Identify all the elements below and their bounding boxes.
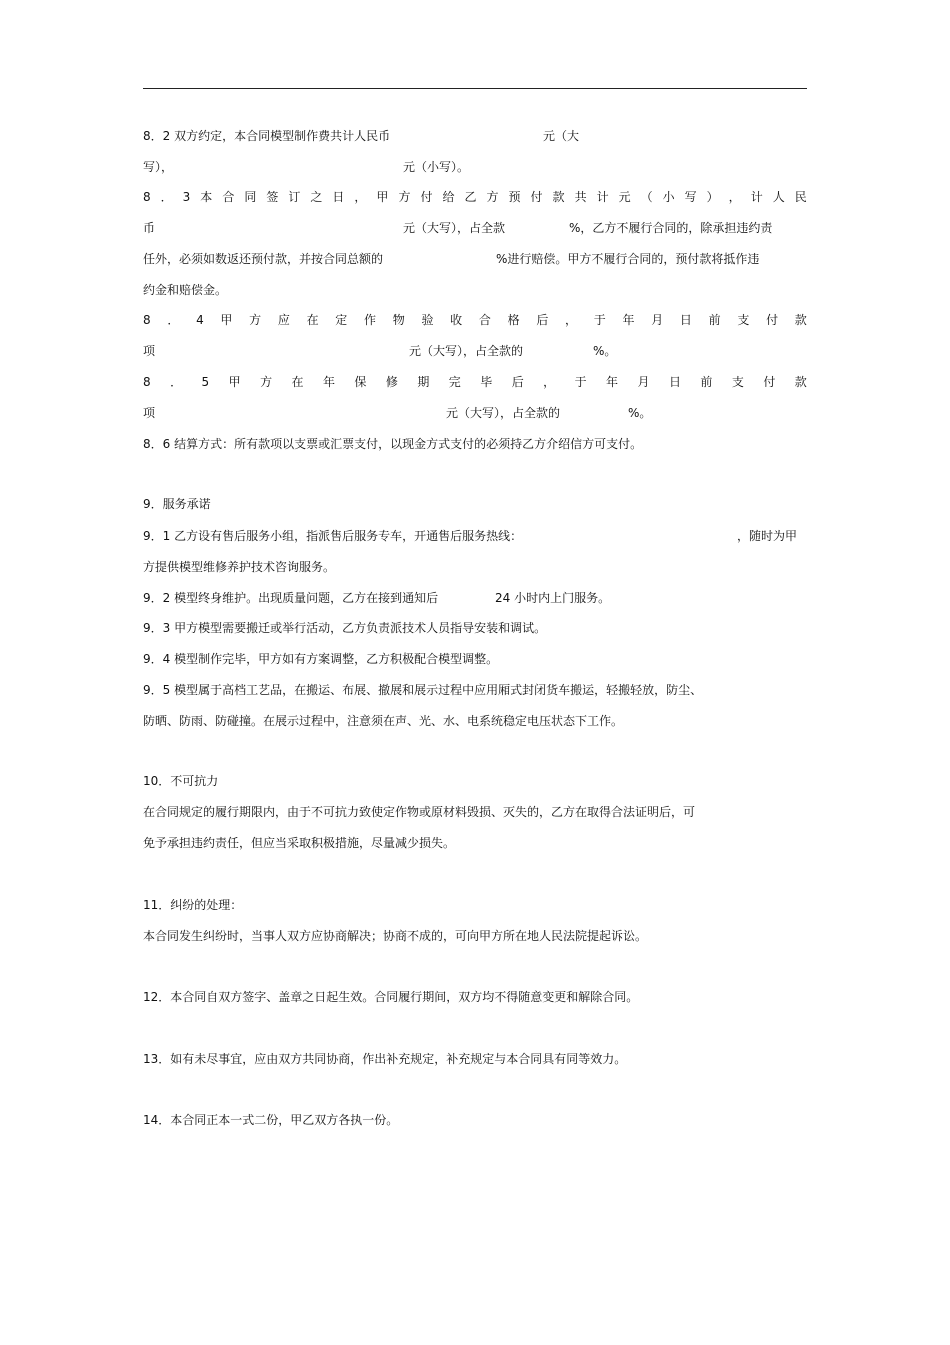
section-12: 12．本合同自双方签字、盖章之日起生效。合同履行期间，双方均不得随意变更和解除合同。 <box>143 990 639 1004</box>
justified-char: ， <box>565 313 578 327</box>
justified-char: 期 <box>417 375 430 389</box>
justified-char: 于 <box>593 313 606 327</box>
clause-8-3-line-1 <box>143 189 807 205</box>
justified-char: 在 <box>291 375 304 389</box>
justified-char: 人 <box>772 190 785 204</box>
justified-char: 之 <box>310 190 323 204</box>
justified-char: 保 <box>354 375 367 389</box>
clause-9-5-line-2: 防晒、防雨、防碰撞。在展示过程中，注意须在声、光、水、电系统稳定电压状态下工作。 <box>143 714 624 728</box>
clause-8-3-compensation: %进行赔偿。甲方不履行合同的，预付款将抵作违 <box>496 252 760 266</box>
justified-char: 后 <box>536 313 549 327</box>
clause-8-2-text: 8．2 双方约定，本合同模型制作费共计人民币 <box>143 129 391 143</box>
justified-char: 款 <box>794 313 807 327</box>
clause-8-5-daxie: 元（大写），占全款的 <box>446 406 561 420</box>
clause-8-5-xiang: 项 <box>143 406 156 420</box>
section-13: 13．如有未尽事宜，应由双方共同协商，作出补充规定，补充规定与本合同具有同等效力。 <box>143 1052 627 1066</box>
section-9-title: 9．服务承诺 <box>143 497 211 511</box>
justified-char: 甲 <box>376 190 389 204</box>
justified-char: 前 <box>708 313 721 327</box>
clause-8-2-xie: 写）， <box>143 160 174 174</box>
justified-char: 付 <box>420 190 433 204</box>
section-10-title: 10．不可抗力 <box>143 774 219 788</box>
justified-char: 款 <box>552 190 565 204</box>
justified-char: 于 <box>574 375 587 389</box>
justified-char: 日 <box>668 375 681 389</box>
justified-char: 写 <box>684 190 697 204</box>
justified-char: 款 <box>794 375 807 389</box>
justified-char: 年 <box>606 375 619 389</box>
justified-char: 格 <box>507 313 520 327</box>
justified-char: 本 <box>200 190 213 204</box>
justified-char: ． <box>167 313 180 327</box>
justified-char: ， <box>728 190 741 204</box>
clause-8-3-bi: 币 <box>143 221 156 235</box>
clause-8-3-daxie: 元（大写），占全款 <box>403 221 506 235</box>
clause-8-3-end: 约金和赔偿金。 <box>143 283 228 297</box>
clause-9-2-tail: 24 小时内上门服务。 <box>495 591 611 605</box>
justified-char: 3 <box>182 190 191 204</box>
justified-char: 完 <box>448 375 461 389</box>
clause-8-5-line-1 <box>143 374 807 390</box>
clause-8-5-percent: %。 <box>628 406 652 420</box>
justified-char: 年 <box>322 375 335 389</box>
justified-char: 元 <box>618 190 631 204</box>
justified-char: 收 <box>450 313 463 327</box>
justified-char: 物 <box>392 313 405 327</box>
justified-char: 方 <box>486 190 499 204</box>
section-14: 14．本合同正本一式二份，甲乙双方各执一份。 <box>143 1113 399 1127</box>
justified-char: 8 <box>143 313 151 327</box>
justified-char: 日 <box>332 190 345 204</box>
justified-char: 订 <box>288 190 301 204</box>
justified-char: 4 <box>196 313 204 327</box>
clause-8-6: 8．6 结算方式：所有款项以支票或汇票支付，以现金方式支付的必须持乙方介绍信方可支付。 <box>143 437 643 451</box>
clause-8-2-unit-xiaoxie: 元（小写）。 <box>403 160 470 174</box>
section-11-title: 11．纠纷的处理： <box>143 898 243 912</box>
justified-char: 甲 <box>220 313 233 327</box>
clause-8-4-daxie: 元（大写），占全款的 <box>409 344 524 358</box>
justified-char: 后 <box>511 375 524 389</box>
justified-char: 付 <box>766 313 779 327</box>
justified-char: 前 <box>700 375 713 389</box>
section-11-line-1: 本合同发生纠纷时，当事人双方应协商解决；协商不成的，可向甲方所在地人民法院提起诉讼。 <box>143 929 648 943</box>
justified-char: 共 <box>574 190 587 204</box>
justified-char: 定 <box>335 313 348 327</box>
justified-char: 甲 <box>228 375 241 389</box>
justified-char: 验 <box>421 313 434 327</box>
justified-char: 8 <box>143 190 151 204</box>
justified-char: 方 <box>398 190 411 204</box>
justified-char: 乙 <box>464 190 477 204</box>
section-10-line-1: 在合同规定的履行期限内，由于不可抗力致使定作物或原材料毁损、灭失的，乙方在取得合法证明后，可 <box>143 805 696 819</box>
justified-char: ， <box>543 375 556 389</box>
justified-char: 合 <box>478 313 491 327</box>
justified-char: 支 <box>737 313 750 327</box>
justified-char: 签 <box>266 190 279 204</box>
clause-8-2-unit-daxie: 元（大 <box>543 129 580 143</box>
justified-char: 民 <box>794 190 807 204</box>
clause-9-2-text: 9．2 模型终身维护。出现质量问题，乙方在接到通知后 <box>143 591 439 605</box>
clause-8-3-refund: 任外，必须如数返还预付款，并按合同总额的 <box>143 252 384 266</box>
clause-9-1-text: 9．1 乙方设有售后服务小组，指派售后服务专车，开通售后服务热线： <box>143 529 523 543</box>
justified-char: ． <box>170 375 183 389</box>
justified-char: 小 <box>662 190 675 204</box>
clause-9-5-line-1: 9．5 模型属于高档工艺品，在搬运、布展、撤展和展示过程中应用厢式封闭货车搬运，轻搬轻放，防尘、 <box>143 683 703 697</box>
justified-char: 修 <box>385 375 398 389</box>
clause-8-4-percent: %。 <box>593 344 617 358</box>
justified-char: 同 <box>244 190 257 204</box>
justified-char: 付 <box>530 190 543 204</box>
section-10-line-2: 免予承担违约责任，但应当采取积极措施，尽量减少损失。 <box>143 836 456 850</box>
justified-char: 计 <box>750 190 763 204</box>
justified-char: （ <box>640 190 653 204</box>
header-rule <box>143 88 807 89</box>
justified-char: 付 <box>763 375 776 389</box>
justified-char: 毕 <box>480 375 493 389</box>
justified-char: 5 <box>201 375 210 389</box>
justified-char: 支 <box>731 375 744 389</box>
justified-char: 计 <box>596 190 609 204</box>
clause-9-1-cont: 方提供模型维修养护技术咨询服务。 <box>143 560 336 574</box>
justified-char: 日 <box>679 313 692 327</box>
justified-char: ， <box>354 190 367 204</box>
justified-char: 方 <box>260 375 273 389</box>
justified-char: 作 <box>364 313 377 327</box>
clause-8-3-percent: %，乙方不履行合同的，除承担违约责 <box>569 221 773 235</box>
justified-char: ） <box>706 190 719 204</box>
justified-char: 8 <box>143 375 151 389</box>
clause-9-4: 9．4 模型制作完毕，甲方如有方案调整，乙方积极配合模型调整。 <box>143 652 499 666</box>
justified-char: 年 <box>622 313 635 327</box>
justified-char: 合 <box>222 190 235 204</box>
justified-char: 月 <box>651 313 664 327</box>
justified-char: 预 <box>508 190 521 204</box>
clause-8-4-line-1 <box>143 312 807 328</box>
justified-char: 应 <box>277 313 290 327</box>
justified-char: 月 <box>637 375 650 389</box>
justified-char: 方 <box>249 313 262 327</box>
justified-char: ． <box>160 190 173 204</box>
justified-char: 给 <box>442 190 455 204</box>
clause-8-4-xiang: 项 <box>143 344 156 358</box>
clause-9-1-tail: ，随时为甲 <box>737 529 798 543</box>
justified-char: 在 <box>306 313 319 327</box>
clause-9-3: 9．3 甲方模型需要搬迁或举行活动，乙方负责派技术人员指导安装和调试。 <box>143 621 547 635</box>
